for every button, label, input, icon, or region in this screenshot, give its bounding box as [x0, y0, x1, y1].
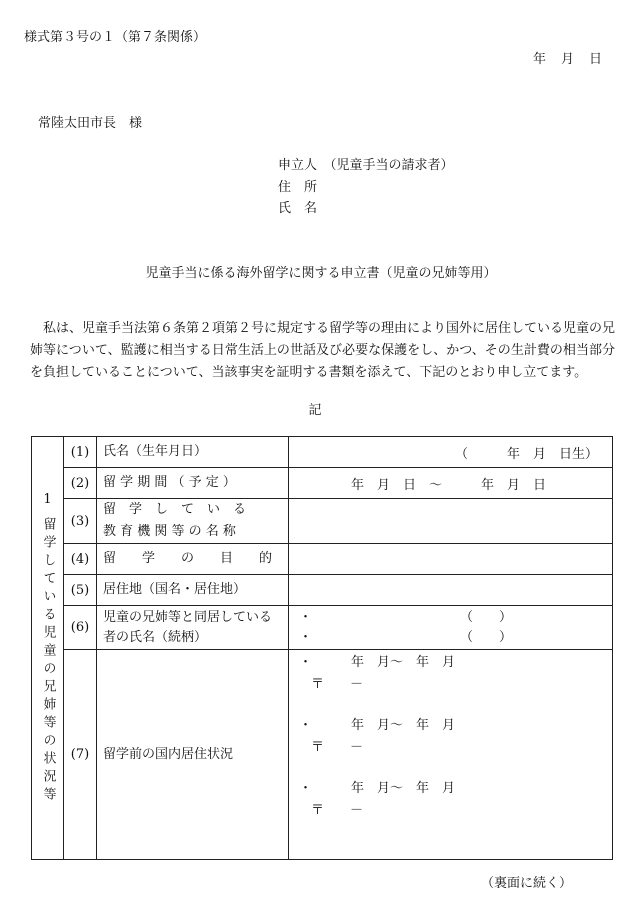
date-line: 年 月 日	[532, 52, 603, 67]
prior-residence-field[interactable]	[289, 650, 613, 860]
purpose-field[interactable]	[289, 544, 613, 575]
row-number: (2)	[64, 468, 97, 499]
prior-residence-entry: ・ 年 月～ 年 月 〒 －	[299, 718, 456, 755]
cohabitant-field[interactable]	[289, 606, 613, 650]
institution-label	[97, 499, 289, 544]
section-number: 1	[43, 491, 52, 507]
cohabitant-relation-paren: （ ）	[460, 610, 513, 625]
row-number: (3)	[64, 499, 97, 544]
name-birthdate-field[interactable]	[289, 437, 613, 468]
table-row	[32, 650, 613, 860]
table-row	[32, 606, 613, 650]
purpose-label: 留 学 の 目 的	[97, 544, 289, 575]
name-label: 氏 名	[278, 201, 318, 216]
form-number: 様式第３号の１（第７条関係）	[24, 30, 207, 45]
cohabitant-label-line2: 者の氏名（続柄）	[103, 629, 208, 645]
table-row	[32, 437, 613, 468]
prior-residence-entry: ・ 年 月～ 年 月 〒 －	[299, 781, 456, 818]
study-period-label: 留 学 期 間 （ 予 定 ）	[97, 468, 289, 499]
cohabitant-bullet: ・	[299, 630, 313, 645]
institution-field[interactable]	[289, 499, 613, 544]
cohabitant-label	[97, 606, 289, 650]
cohabitant-label-line1: 児童の兄姉等と同居している	[103, 609, 273, 625]
row-number: (6)	[64, 606, 97, 650]
section-cell	[32, 437, 64, 860]
addressee: 常陸太田市長 様	[38, 116, 143, 131]
table-row	[32, 468, 613, 499]
table-row	[32, 575, 613, 606]
row-number: (7)	[64, 650, 97, 860]
document-title: 児童手当に係る海外留学に関する申立書（児童の兄姉等用）	[145, 266, 497, 281]
study-period-value: 年 月 日 ～ 年 月 日	[351, 477, 547, 493]
birthdate-suffix: （ 年 月 日生）	[454, 446, 598, 462]
table-row	[32, 544, 613, 575]
section-label: 留学している児童の兄姉等の状況等	[40, 516, 56, 805]
study-period-field[interactable]	[289, 468, 613, 499]
residence-label: 居住地（国名・居住地）	[97, 575, 289, 606]
status-table	[31, 436, 613, 860]
residence-field[interactable]	[289, 575, 613, 606]
cohabitant-bullet: ・	[299, 610, 313, 625]
institution-label-line2: 教 育 機 関 等 の 名 称	[103, 524, 236, 539]
cohabitant-relation-paren: （ ）	[460, 630, 513, 645]
name-birthdate-label: 氏名（生年月日）	[97, 437, 289, 468]
continued-note: （裏面に続く）	[480, 876, 572, 891]
prior-residence-label: 留学前の国内居住状況	[97, 650, 289, 860]
row-number: (1)	[64, 437, 97, 468]
address-label: 住 所	[278, 180, 318, 195]
row-number: (5)	[64, 575, 97, 606]
body-paragraph: 私は、児童手当法第６条第２項第２号に規定する留学等の理由により国外に居住している児童の兄姉等について、監護に相当する日常生活上の世話及び必要な保護をし、かつ、その生計費の相当部分を負担していることについて、当該事実を証明する書類を添えて、下記のとおり申し立てます。	[30, 321, 616, 380]
institution-label-line1: 留 学 し て い る	[103, 502, 247, 517]
ki-heading: 記	[308, 403, 322, 418]
applicant-label: 申立人 （児童手当の請求者）	[278, 158, 454, 173]
table-row	[32, 499, 613, 544]
row-number: (4)	[64, 544, 97, 575]
prior-residence-entry: ・ 年 月～ 年 月 〒 －	[299, 655, 456, 692]
